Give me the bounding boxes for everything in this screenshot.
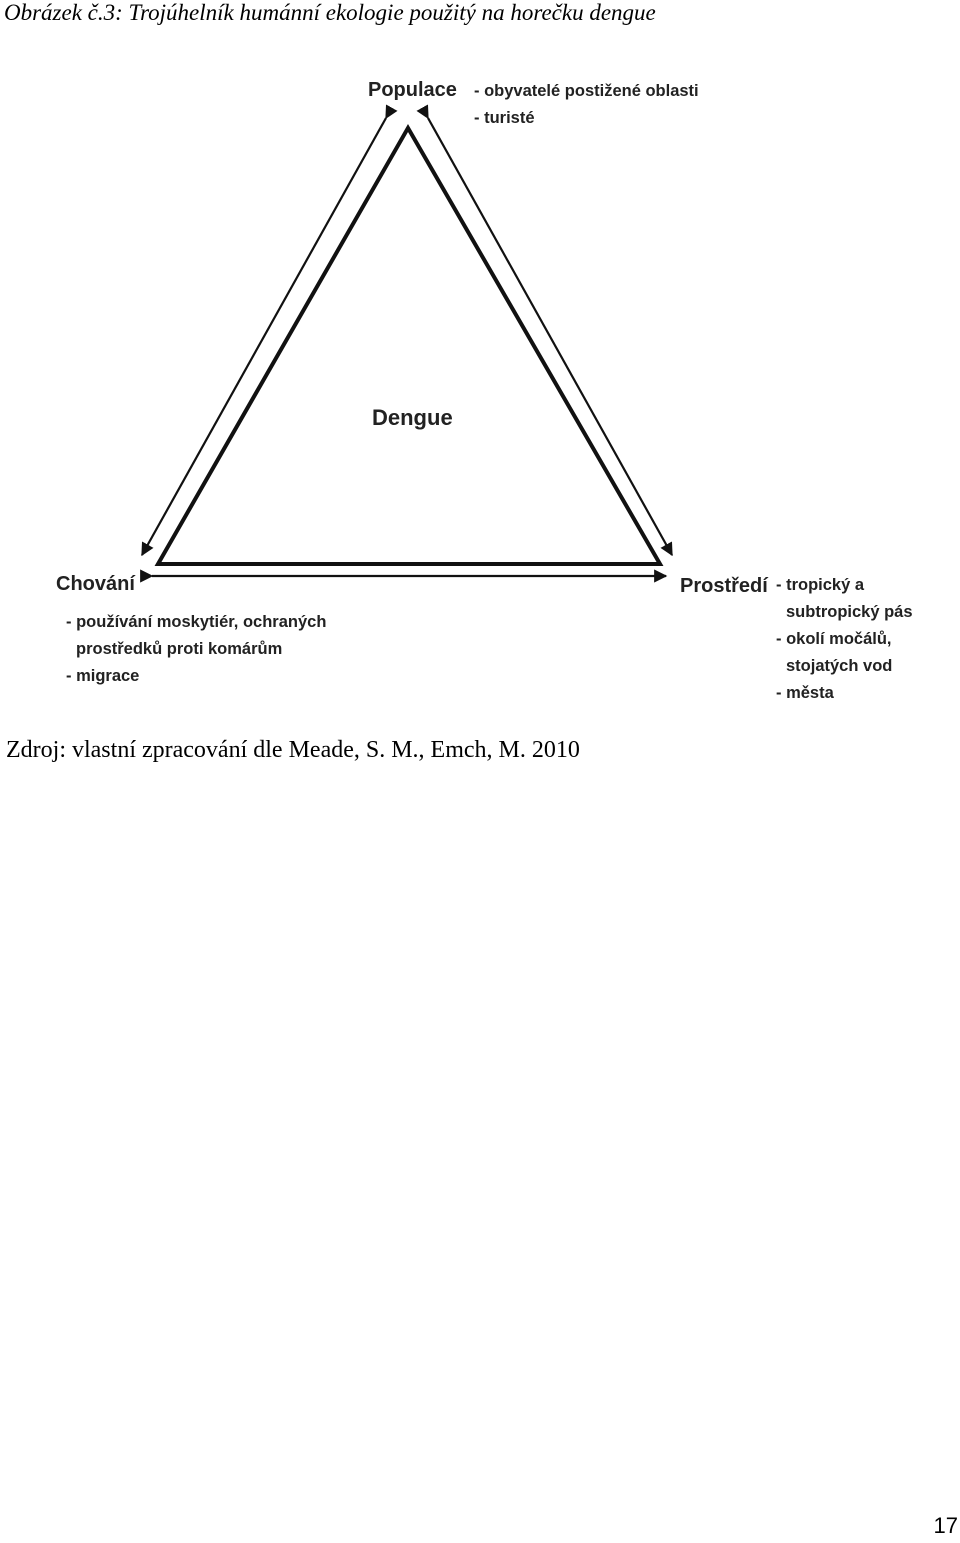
top-node-item: - turisté [474,109,535,127]
right-node-item: stojatých vod [786,657,893,675]
center-label: Dengue [372,405,453,430]
top-node-item: - obyvatelé postižené oblasti [474,82,699,100]
human-ecology-triangle-diagram [0,40,960,720]
arrow-left-edge [142,118,386,555]
right-node-item: - okolí močálů, [776,630,892,648]
left-node-item: prostředků proti komárům [76,640,283,658]
left-node-title: Chování [56,573,135,595]
arrow-right-edge [428,118,672,555]
right-node-item: subtropický pás [786,603,913,621]
figure-caption: Obrázek č.3: Trojúhelník humánní ekologie použitý na horečku dengue [4,0,656,25]
triangle-outline [158,128,660,564]
right-node-title: Prostředí [680,575,768,597]
page-number: 17 [933,1513,958,1538]
left-node-item: - používání moskytiér, ochraných [66,613,327,631]
source-note: Zdroj: vlastní zpracování dle Meade, S. M., Emch, M. 2010 [6,737,580,763]
left-node-item: - migrace [66,667,140,685]
right-node-item: - tropický a [776,576,865,594]
top-node-title: Populace [368,79,457,101]
right-node-item: - města [776,684,834,702]
